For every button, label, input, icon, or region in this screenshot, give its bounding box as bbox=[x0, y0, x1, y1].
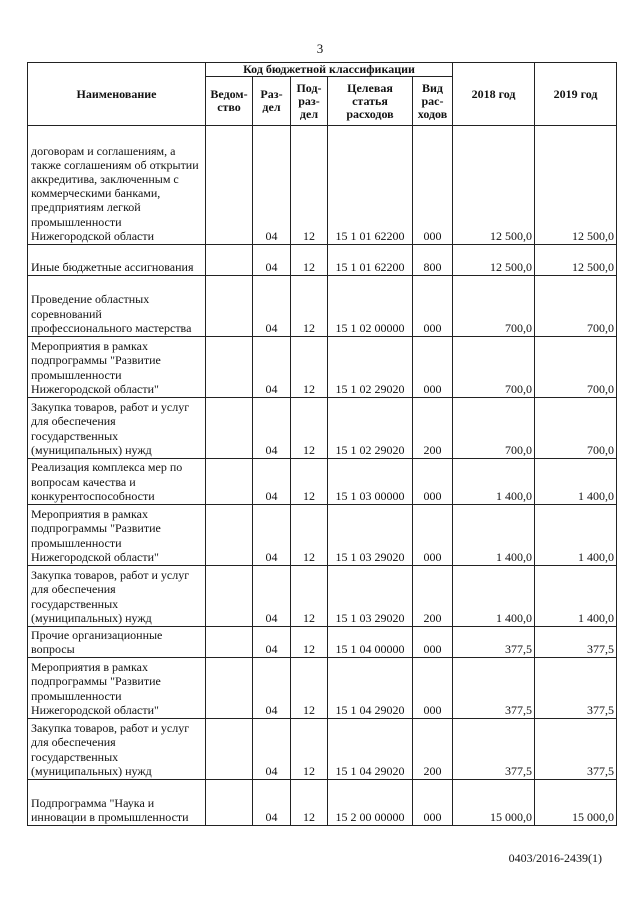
row-amount-2018: 377,5 bbox=[453, 658, 535, 719]
row-subsection: 12 bbox=[291, 658, 328, 719]
row-name: Мероприятия в рамках подпрограммы "Развитие промышленности Нижегородской области" bbox=[28, 505, 206, 566]
row-amount-2018: 377,5 bbox=[453, 719, 535, 780]
row-target-article: 15 1 04 29020 bbox=[328, 719, 413, 780]
header-classification-code: Код бюджетной классификации bbox=[206, 63, 453, 77]
row-expense-type: 200 bbox=[413, 398, 453, 459]
row-amount-2018: 700,0 bbox=[453, 337, 535, 398]
row-amount-2018: 700,0 bbox=[453, 398, 535, 459]
row-amount-2019: 377,5 bbox=[535, 719, 617, 780]
row-section: 04 bbox=[253, 337, 291, 398]
row-target-article: 15 1 04 29020 bbox=[328, 658, 413, 719]
row-section: 04 bbox=[253, 126, 291, 245]
row-name: Закупка товаров, работ и услуг для обеспечения государственных (муниципальных) нужд bbox=[28, 566, 206, 627]
row-section: 04 bbox=[253, 459, 291, 505]
row-name: Подпрограмма "Наука и инновации в промышленности bbox=[28, 780, 206, 826]
row-section: 04 bbox=[253, 627, 291, 658]
budget-table bbox=[27, 62, 617, 826]
table-row bbox=[28, 658, 617, 719]
row-name: Реализация комплекса мер по вопросам качества и конкурентоспособности bbox=[28, 459, 206, 505]
row-amount-2018: 15 000,0 bbox=[453, 780, 535, 826]
row-subsection: 12 bbox=[291, 337, 328, 398]
table-row bbox=[28, 505, 617, 566]
row-subsection: 12 bbox=[291, 276, 328, 337]
row-name: Проведение областных соревнований профессионального мастерства bbox=[28, 276, 206, 337]
row-expense-type: 000 bbox=[413, 459, 453, 505]
row-name: Мероприятия в рамках подпрограммы "Развитие промышленности Нижегородской области" bbox=[28, 337, 206, 398]
row-amount-2019: 1 400,0 bbox=[535, 459, 617, 505]
row-target-article: 15 1 03 29020 bbox=[328, 505, 413, 566]
row-target-article: 15 1 03 29020 bbox=[328, 566, 413, 627]
row-expense-type: 000 bbox=[413, 126, 453, 245]
header-year-2019: 2019 год bbox=[535, 63, 617, 126]
table-row bbox=[28, 780, 617, 826]
row-amount-2019: 377,5 bbox=[535, 658, 617, 719]
row-name: Прочие организационные вопросы bbox=[28, 627, 206, 658]
row-section: 04 bbox=[253, 780, 291, 826]
row-department bbox=[206, 780, 253, 826]
row-expense-type: 200 bbox=[413, 566, 453, 627]
table-row bbox=[28, 627, 617, 658]
row-target-article: 15 1 02 29020 bbox=[328, 398, 413, 459]
row-department bbox=[206, 337, 253, 398]
row-amount-2019: 1 400,0 bbox=[535, 566, 617, 627]
row-section: 04 bbox=[253, 658, 291, 719]
row-name: Закупка товаров, работ и услуг для обеспечения государственных (муниципальных) нужд bbox=[28, 719, 206, 780]
header-name: Наименование bbox=[28, 63, 206, 126]
row-name: договорам и соглашениям, а также соглашениям об открытии аккредитива, заключенным с коммерческими банками, предприятиям легкой промышленности Нижегородской области bbox=[28, 126, 206, 245]
row-section: 04 bbox=[253, 719, 291, 780]
header-year-2018: 2018 год bbox=[453, 63, 535, 126]
header-section: Раз-дел bbox=[253, 77, 291, 126]
table-row bbox=[28, 398, 617, 459]
row-department bbox=[206, 276, 253, 337]
table-row bbox=[28, 719, 617, 780]
row-expense-type: 000 bbox=[413, 627, 453, 658]
row-amount-2018: 12 500,0 bbox=[453, 126, 535, 245]
row-section: 04 bbox=[253, 245, 291, 276]
row-amount-2019: 377,5 bbox=[535, 627, 617, 658]
row-department bbox=[206, 719, 253, 780]
row-department bbox=[206, 658, 253, 719]
row-target-article: 15 1 02 00000 bbox=[328, 276, 413, 337]
row-department bbox=[206, 398, 253, 459]
document-code: 0403/2016-2439(1) bbox=[508, 851, 602, 865]
header-expense-type: Вид рас-ходов bbox=[413, 77, 453, 126]
header-target-article: Целевая статья расходов bbox=[328, 77, 413, 126]
row-section: 04 bbox=[253, 505, 291, 566]
row-subsection: 12 bbox=[291, 780, 328, 826]
row-amount-2018: 700,0 bbox=[453, 276, 535, 337]
row-amount-2019: 15 000,0 bbox=[535, 780, 617, 826]
row-department bbox=[206, 627, 253, 658]
row-amount-2018: 1 400,0 bbox=[453, 566, 535, 627]
row-expense-type: 000 bbox=[413, 505, 453, 566]
row-amount-2019: 700,0 bbox=[535, 337, 617, 398]
row-name: Закупка товаров, работ и услуг для обеспечения государственных (муниципальных) нужд bbox=[28, 398, 206, 459]
row-target-article: 15 1 04 00000 bbox=[328, 627, 413, 658]
row-subsection: 12 bbox=[291, 566, 328, 627]
row-target-article: 15 1 01 62200 bbox=[328, 245, 413, 276]
row-amount-2019: 700,0 bbox=[535, 398, 617, 459]
row-expense-type: 800 bbox=[413, 245, 453, 276]
header-subsection: Под-раз-дел bbox=[291, 77, 328, 126]
row-section: 04 bbox=[253, 276, 291, 337]
row-subsection: 12 bbox=[291, 245, 328, 276]
row-section: 04 bbox=[253, 566, 291, 627]
row-amount-2019: 12 500,0 bbox=[535, 245, 617, 276]
row-subsection: 12 bbox=[291, 505, 328, 566]
row-department bbox=[206, 245, 253, 276]
row-department bbox=[206, 505, 253, 566]
row-subsection: 12 bbox=[291, 627, 328, 658]
row-amount-2018: 1 400,0 bbox=[453, 459, 535, 505]
header-department: Ведом-ство bbox=[206, 77, 253, 126]
row-expense-type: 000 bbox=[413, 658, 453, 719]
table-row bbox=[28, 126, 617, 245]
row-amount-2018: 377,5 bbox=[453, 627, 535, 658]
row-target-article: 15 2 00 00000 bbox=[328, 780, 413, 826]
row-amount-2019: 12 500,0 bbox=[535, 126, 617, 245]
row-expense-type: 000 bbox=[413, 337, 453, 398]
row-department bbox=[206, 459, 253, 505]
row-name: Мероприятия в рамках подпрограммы "Развитие промышленности Нижегородской области" bbox=[28, 658, 206, 719]
row-expense-type: 000 bbox=[413, 780, 453, 826]
table-row bbox=[28, 276, 617, 337]
row-target-article: 15 1 02 29020 bbox=[328, 337, 413, 398]
row-department bbox=[206, 126, 253, 245]
row-amount-2018: 1 400,0 bbox=[453, 505, 535, 566]
row-section: 04 bbox=[253, 398, 291, 459]
table-row bbox=[28, 245, 617, 276]
row-amount-2019: 700,0 bbox=[535, 276, 617, 337]
table-row bbox=[28, 566, 617, 627]
row-target-article: 15 1 01 62200 bbox=[328, 126, 413, 245]
row-department bbox=[206, 566, 253, 627]
row-name: Иные бюджетные ассигнования bbox=[28, 245, 206, 276]
row-subsection: 12 bbox=[291, 126, 328, 245]
row-target-article: 15 1 03 00000 bbox=[328, 459, 413, 505]
page-number: 3 bbox=[316, 41, 324, 56]
table-row bbox=[28, 337, 617, 398]
row-subsection: 12 bbox=[291, 459, 328, 505]
row-amount-2019: 1 400,0 bbox=[535, 505, 617, 566]
row-amount-2018: 12 500,0 bbox=[453, 245, 535, 276]
row-expense-type: 000 bbox=[413, 276, 453, 337]
row-subsection: 12 bbox=[291, 398, 328, 459]
row-subsection: 12 bbox=[291, 719, 328, 780]
table-row bbox=[28, 459, 617, 505]
row-expense-type: 200 bbox=[413, 719, 453, 780]
